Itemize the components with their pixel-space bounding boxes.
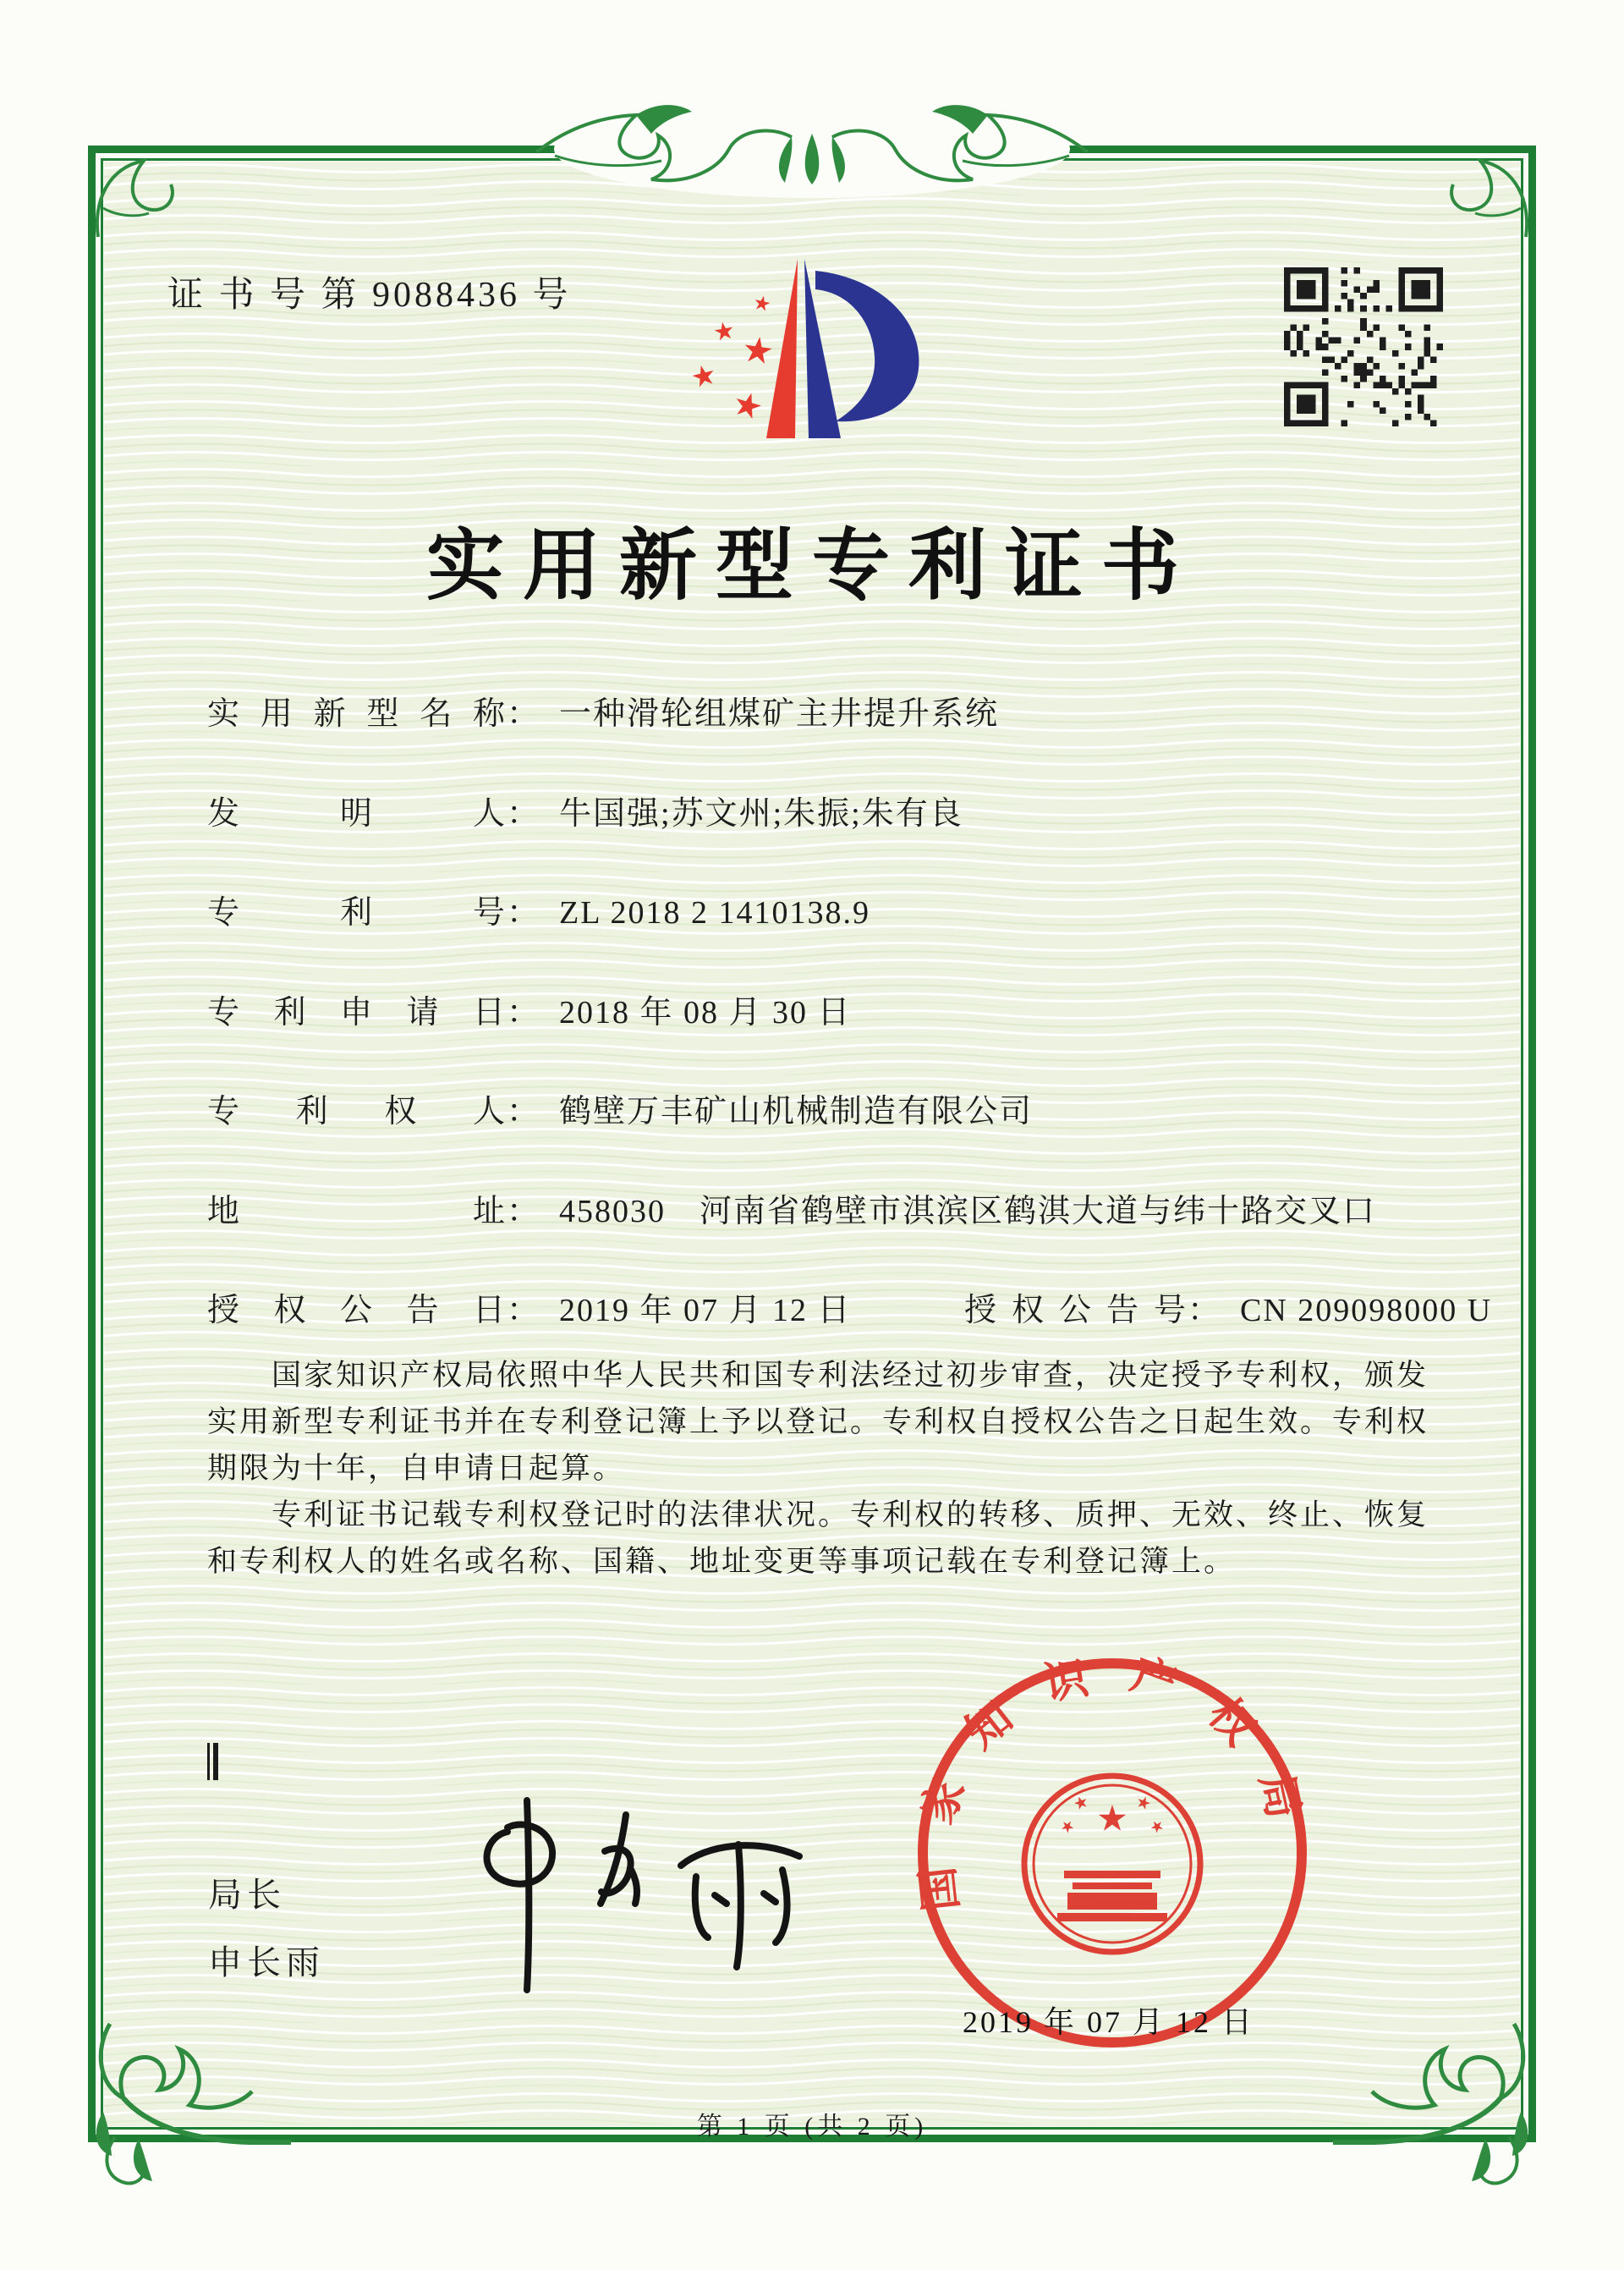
field-colon: ：: [507, 1194, 540, 1229]
barcode-icon: [207, 1743, 584, 1780]
field-row-filing-date: [207, 986, 1476, 1032]
field-value: 458030 河南省鹤壁市淇滨区鹤淇大道与纬十路交叉口: [559, 1194, 1377, 1229]
field-group-grant-number: [964, 1283, 1492, 1330]
field-value: 牛国强;苏文州;朱振;朱有良: [559, 796, 963, 832]
field-row-patent-number: [207, 886, 1476, 932]
field-value: ZL 2018 2 1410138.9: [559, 895, 871, 931]
legal-paragraph-2: 专利证书记载专利权登记时的法律状况。专利权的转移、质押、无效、终止、恢复和专利权人的姓名或名称、国籍、地址变更等事项记载在专利登记簿上。: [207, 1498, 1429, 1578]
field-value: CN 209098000 U: [1240, 1293, 1493, 1328]
seal-emblem-tiananmen: [1057, 1871, 1167, 1921]
field-label: 发明人: [207, 796, 505, 832]
field-value: 2018 年 08 月 30 日: [559, 995, 852, 1031]
director-signature-icon: [427, 1785, 833, 1997]
field-colon: ：: [507, 995, 540, 1031]
field-label: 实用新型名称: [207, 696, 505, 732]
field-label: 授权公告号: [964, 1293, 1186, 1328]
field-colon: ：: [507, 1094, 540, 1130]
field-row-utility-model-name: [207, 687, 1476, 734]
legal-paragraph-1: 国家知识产权局依照中华人民共和国专利法经过初步审查，决定授予专利权，颁发实用新型专利证书并在专利登记簿上予以登记。专利权自授权公告之日起生效。专利权期限为十年，自申请日起算。: [207, 1359, 1429, 1485]
field-label: 专利权人: [207, 1094, 505, 1130]
page-footer: 第 1 页 (共 2 页): [696, 2113, 928, 2141]
director-name: 申长雨: [208, 1943, 325, 1981]
qr-code-icon: [1284, 267, 1443, 426]
cnipa-patent-logo-icon: [650, 239, 932, 474]
field-row-patentee: [207, 1085, 1476, 1131]
certificate-title: 实用新型专利证书: [425, 523, 1198, 609]
field-row-grant: [207, 1283, 1493, 1330]
seal-text: 国家知识产权局: [910, 1648, 1315, 1914]
director-title: 局长: [208, 1876, 286, 1914]
field-row-inventors: [207, 787, 1476, 833]
field-value: 一种滑轮组煤矿主井提升系统: [559, 696, 1000, 732]
field-label: 专利申请日: [207, 995, 505, 1031]
field-colon: ：: [1188, 1293, 1221, 1328]
field-value: 2019 年 07 月 12 日: [559, 1293, 852, 1328]
field-value: 鹤壁万丰矿山机械制造有限公司: [559, 1094, 1034, 1130]
field-colon: ：: [507, 895, 540, 931]
issue-date: 2019 年 07 月 12 日: [963, 2005, 1255, 2039]
field-label: 授权公告日: [207, 1293, 505, 1328]
field-colon: ：: [507, 1293, 540, 1328]
field-label: 地址: [207, 1194, 505, 1229]
field-colon: ：: [507, 796, 540, 832]
field-row-address: [207, 1184, 1476, 1231]
certificate-number: 证 书 号 第 9088436 号: [167, 276, 572, 315]
legal-text-block: [207, 1352, 1434, 1585]
field-label: 专利号: [207, 895, 505, 931]
field-colon: ：: [507, 696, 540, 732]
